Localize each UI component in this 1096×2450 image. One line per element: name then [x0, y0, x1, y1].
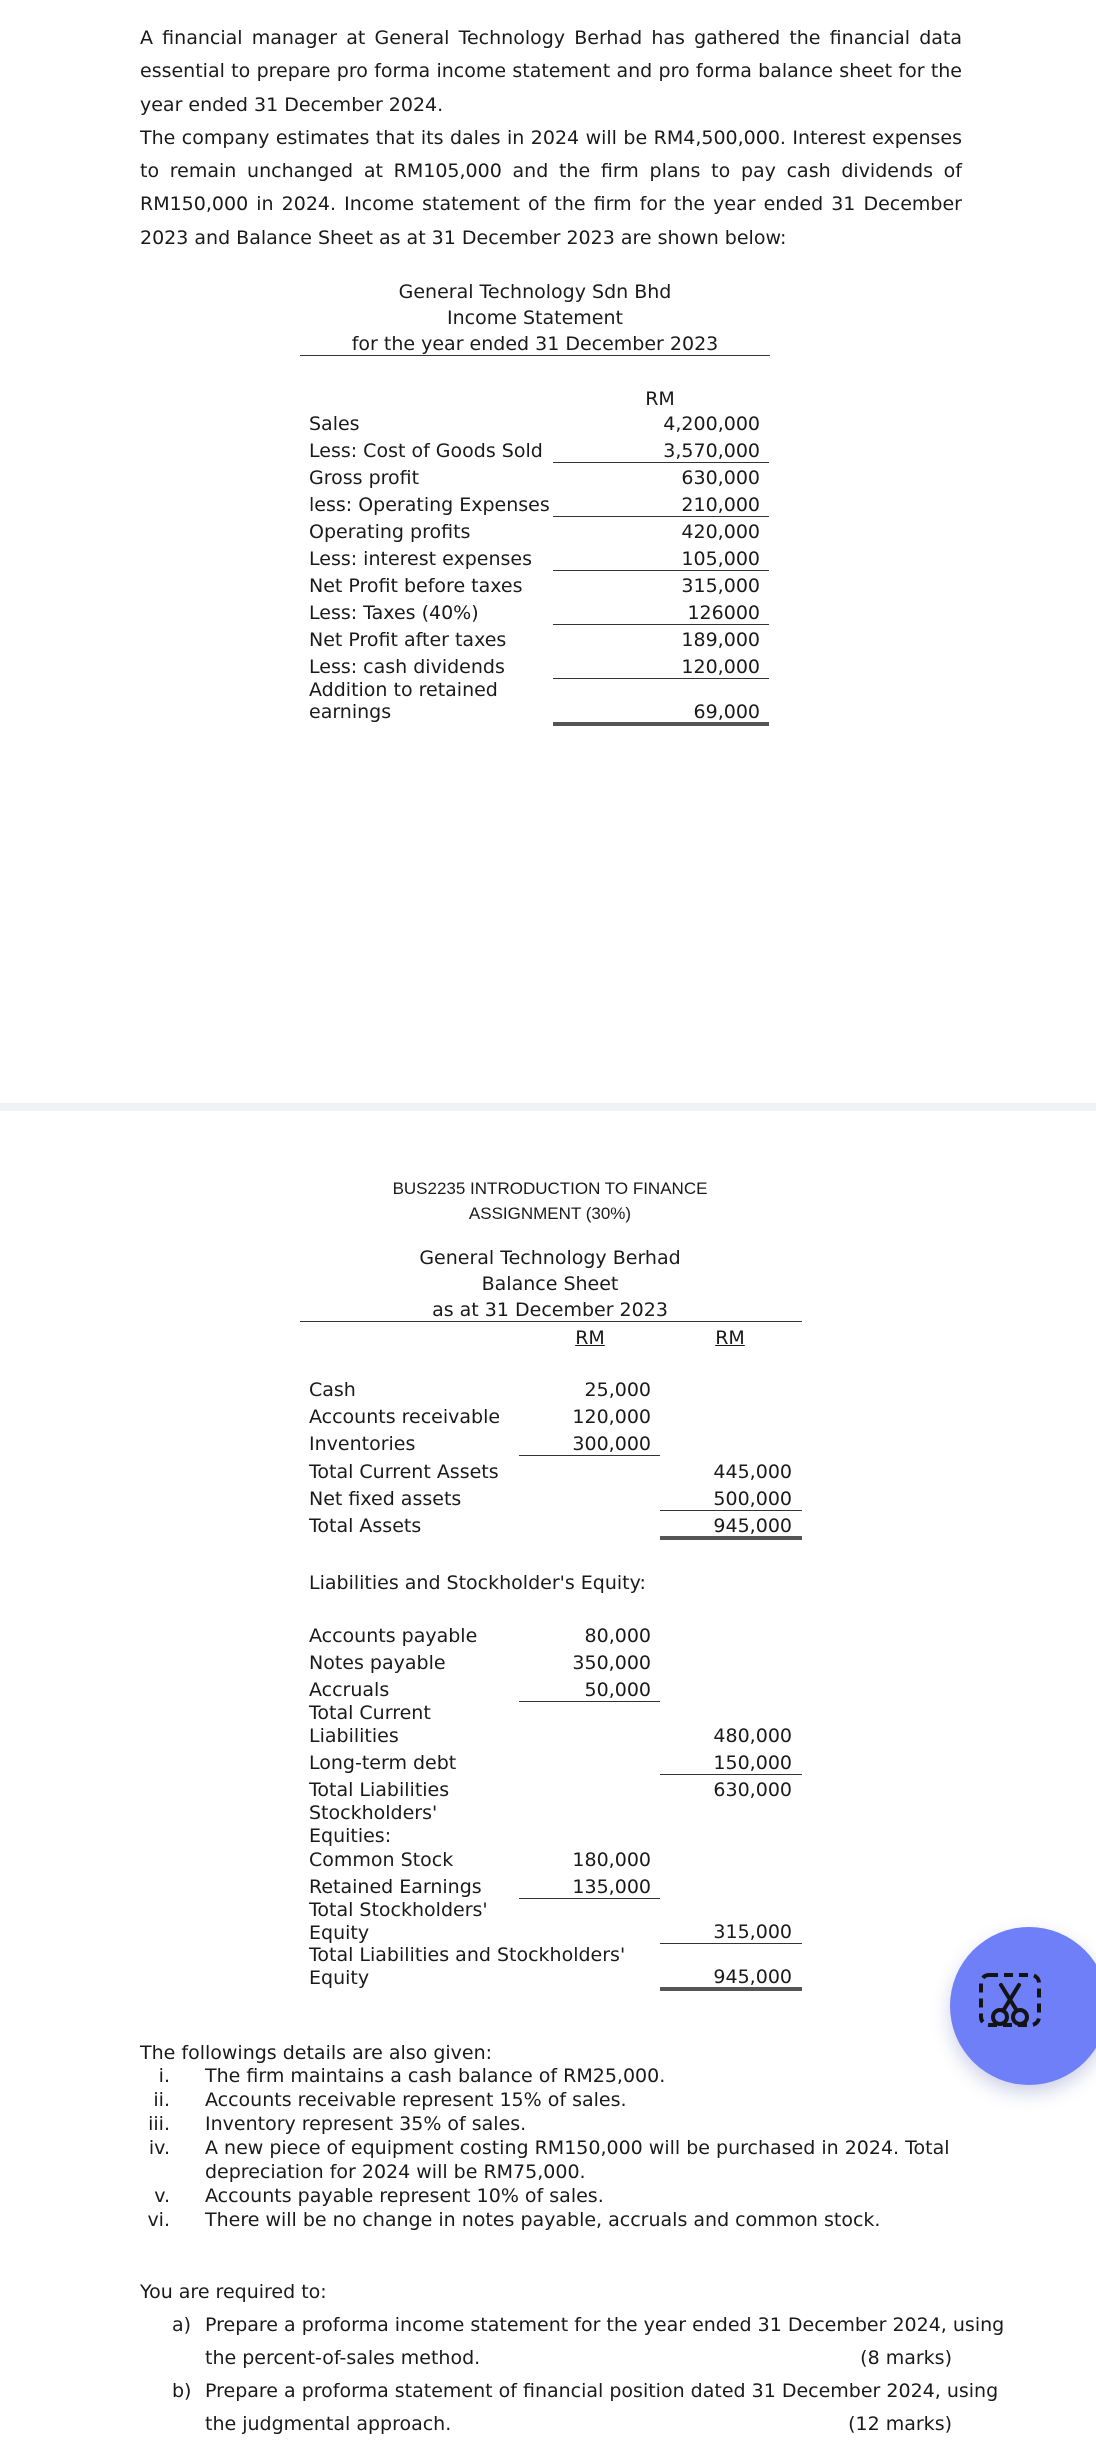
balance-sheet-title: Balance Sheet — [481, 1273, 619, 1295]
balance-sheet-company: General Technology Berhad — [419, 1247, 681, 1269]
double-rule-total-assets — [660, 1536, 802, 1540]
detail-text-6: There will be no change in notes payable, accruals and common stock. — [205, 2209, 881, 2231]
bs-col2-net-fixed: 500,000 — [713, 1488, 792, 1510]
is-label-npbt: Net Profit before taxes — [309, 575, 523, 597]
is-value-retained: 69,000 — [693, 701, 760, 723]
bs-label-accounts-payable: Accounts payable — [309, 1625, 478, 1647]
detail-text-3: Inventory represent 35% of sales. — [205, 2113, 527, 2135]
rule-taxes — [553, 624, 769, 625]
bs-col1-notes-payable: 350,000 — [572, 1652, 651, 1674]
bs-liabilities-heading: Liabilities and Stockholder's Equity: — [309, 1572, 646, 1594]
bs-col1-retained-earnings: 135,000 — [572, 1876, 651, 1898]
details-heading: The followings details are also given: — [140, 2042, 493, 2064]
bs-col2-tse: 315,000 — [713, 1921, 792, 1943]
is-label-operating-profits: Operating profits — [309, 521, 471, 543]
bs-col1-accounts-payable: 80,000 — [584, 1625, 651, 1647]
intro-text — [140, 22, 962, 255]
bs-label-common-stock: Common Stock — [309, 1849, 454, 1871]
bs-label-retained-earnings: Retained Earnings — [309, 1876, 482, 1898]
detail-num-2: ii. — [153, 2089, 170, 2111]
bs-label-tcl-1: Total Current — [309, 1702, 431, 1724]
is-label-dividends: Less: cash dividends — [309, 656, 505, 678]
bs-label-cash: Cash — [309, 1379, 356, 1401]
rule-accruals — [519, 1701, 660, 1702]
screenshot-fab-button[interactable] — [950, 1927, 1096, 2085]
bs-col1-common-stock: 180,000 — [572, 1849, 651, 1871]
bs-col2-long-term-debt: 150,000 — [713, 1752, 792, 1774]
is-label-sales: Sales — [309, 413, 360, 435]
bs-label-total-current-assets: Total Current Assets — [309, 1461, 499, 1483]
income-statement-company: General Technology Sdn Bhd — [398, 281, 672, 303]
bs-col1-accruals: 50,000 — [584, 1679, 651, 1701]
income-statement-title: Income Statement — [447, 307, 623, 329]
balance-sheet-period: as at 31 December 2023 — [432, 1299, 668, 1321]
document-page-1 — [0, 0, 1096, 1103]
detail-num-4: iv. — [148, 2137, 170, 2159]
bs-col2-total-liabilities: 630,000 — [713, 1779, 792, 1801]
bs-label-receivable: Accounts receivable — [309, 1406, 501, 1428]
is-value-dividends: 120,000 — [681, 656, 760, 678]
is-value-gross-profit: 630,000 — [681, 467, 760, 489]
req-b-marks: (12 marks) — [848, 2413, 952, 2435]
is-value-interest: 105,000 — [681, 548, 760, 570]
is-label-retained-1: Addition to retained — [309, 679, 498, 701]
is-label-cogs: Less: Cost of Goods Sold — [309, 440, 543, 462]
currency-header: RM — [645, 388, 675, 410]
bs-label-tcl-2: Liabilities — [309, 1725, 399, 1747]
bs-col2-tlse: 945,000 — [713, 1966, 792, 1988]
intro-paragraph-2: The company estimates that its dales in 2024 will be RM4,500,000. Interest expenses to remain unchanged at RM105,000 and the firm plans to pay cash dividends of RM150,000 in 2024. Income statement of the firm for the year ended 31 December 2023 and Balance Sheet as at 31 December 2023 are shown below: — [140, 126, 962, 249]
assignment-title: ASSIGNMENT (30%) — [468, 1204, 632, 1223]
bs-label-long-term-debt: Long-term debt — [309, 1752, 457, 1774]
bs-label-tlse-1: Total Liabilities and Stockholders' — [309, 1944, 626, 1966]
is-value-taxes: 126000 — [687, 602, 760, 624]
is-label-interest: Less: interest expenses — [309, 548, 532, 570]
is-value-operating-profits: 420,000 — [681, 521, 760, 543]
detail-num-6: vi. — [147, 2209, 170, 2231]
bs-label-tlse-2: Equity — [309, 1967, 370, 1989]
bs-label-net-fixed: Net fixed assets — [309, 1488, 462, 1510]
is-value-operating-expenses: 210,000 — [681, 494, 760, 516]
rule-opex — [553, 516, 769, 517]
req-b-line1: Prepare a proforma statement of financial position dated 31 December 2024, using — [205, 2380, 999, 2402]
detail-text-4b: depreciation for 2024 will be RM75,000. — [205, 2161, 586, 2183]
rule-tse — [660, 1943, 802, 1944]
bs-col1-inventories: 300,000 — [572, 1433, 651, 1455]
req-a-letter: a) — [172, 2314, 192, 2336]
is-value-npbt: 315,000 — [681, 575, 760, 597]
bs-label-notes-payable: Notes payable — [309, 1652, 446, 1674]
bs-col1-receivable: 120,000 — [572, 1406, 651, 1428]
req-a-marks: (8 marks) — [860, 2347, 952, 2369]
bs-label-accruals: Accruals — [309, 1679, 390, 1701]
rule-net-fixed — [660, 1510, 802, 1511]
rule-interest — [553, 570, 769, 571]
is-value-npat: 189,000 — [681, 629, 760, 651]
detail-text-4a: A new piece of equipment costing RM150,000 will be purchased in 2024. Total — [205, 2137, 950, 2159]
double-rule-retained — [553, 722, 769, 726]
bs-col2-header: RM — [715, 1327, 745, 1349]
rule-retained-earnings — [519, 1898, 660, 1899]
bs-col1-cash: 25,000 — [584, 1379, 651, 1401]
requirements-heading: You are required to: — [140, 2281, 327, 2303]
is-label-retained-2: earnings — [309, 701, 392, 723]
req-b-letter: b) — [172, 2380, 192, 2402]
is-label-npat: Net Profit after taxes — [309, 629, 507, 651]
is-label-taxes: Less: Taxes (40%) — [309, 602, 479, 624]
is-label-operating-expenses: less: Operating Expenses — [309, 494, 550, 516]
page-gap — [0, 1103, 1096, 1111]
bs-col2-tcl: 480,000 — [713, 1725, 792, 1747]
screenshot-scissors-icon — [975, 1967, 1045, 2037]
detail-num-1: i. — [158, 2065, 170, 2087]
rule-inventories — [519, 1455, 660, 1456]
rule-long-term-debt — [660, 1774, 802, 1775]
req-b-line2: the judgmental approach. — [205, 2413, 452, 2435]
income-statement-period: for the year ended 31 December 2023 — [351, 333, 719, 355]
bs-col2-total-current-assets: 445,000 — [713, 1461, 792, 1483]
bs-title-underline — [300, 1321, 802, 1322]
rule-cogs — [553, 462, 769, 463]
req-a-line1: Prepare a proforma income statement for the year ended 31 December 2024, using — [205, 2314, 1005, 2336]
title-underline — [300, 355, 770, 356]
rule-dividends — [553, 678, 769, 679]
course-title: BUS2235 INTRODUCTION TO FINANCE — [392, 1179, 708, 1198]
bs-label-tse-1: Total Stockholders' — [309, 1899, 488, 1921]
bs-label-total-assets: Total Assets — [309, 1515, 422, 1537]
double-rule-tlse — [660, 1987, 802, 1991]
bs-label-se-1: Stockholders' — [309, 1802, 438, 1824]
bs-label-se-2: Equities: — [309, 1825, 392, 1847]
detail-num-3: iii. — [148, 2113, 170, 2135]
detail-num-5: v. — [154, 2185, 170, 2207]
detail-text-1: The firm maintains a cash balance of RM25,000. — [205, 2065, 666, 2087]
detail-text-5: Accounts payable represent 10% of sales. — [205, 2185, 604, 2207]
intro-paragraph-1: A financial manager at General Technology Berhad has gathered the financial data essential to prepare pro forma income statement and pro forma balance sheet for the year ended 31 December 2024. — [140, 27, 962, 116]
bs-label-total-liabilities: Total Liabilities — [309, 1779, 450, 1801]
is-value-cogs: 3,570,000 — [663, 440, 760, 462]
course-header — [340, 1176, 760, 1226]
bs-col1-header: RM — [575, 1327, 605, 1349]
bs-label-tse-2: Equity — [309, 1922, 370, 1944]
is-label-gross-profit: Gross profit — [309, 467, 420, 489]
bs-label-inventories: Inventories — [309, 1433, 416, 1455]
req-a-line2: the percent-of-sales method. — [205, 2347, 481, 2369]
detail-text-2: Accounts receivable represent 15% of sales. — [205, 2089, 627, 2111]
is-value-sales: 4,200,000 — [663, 413, 760, 435]
bs-col2-total-assets: 945,000 — [713, 1515, 792, 1537]
